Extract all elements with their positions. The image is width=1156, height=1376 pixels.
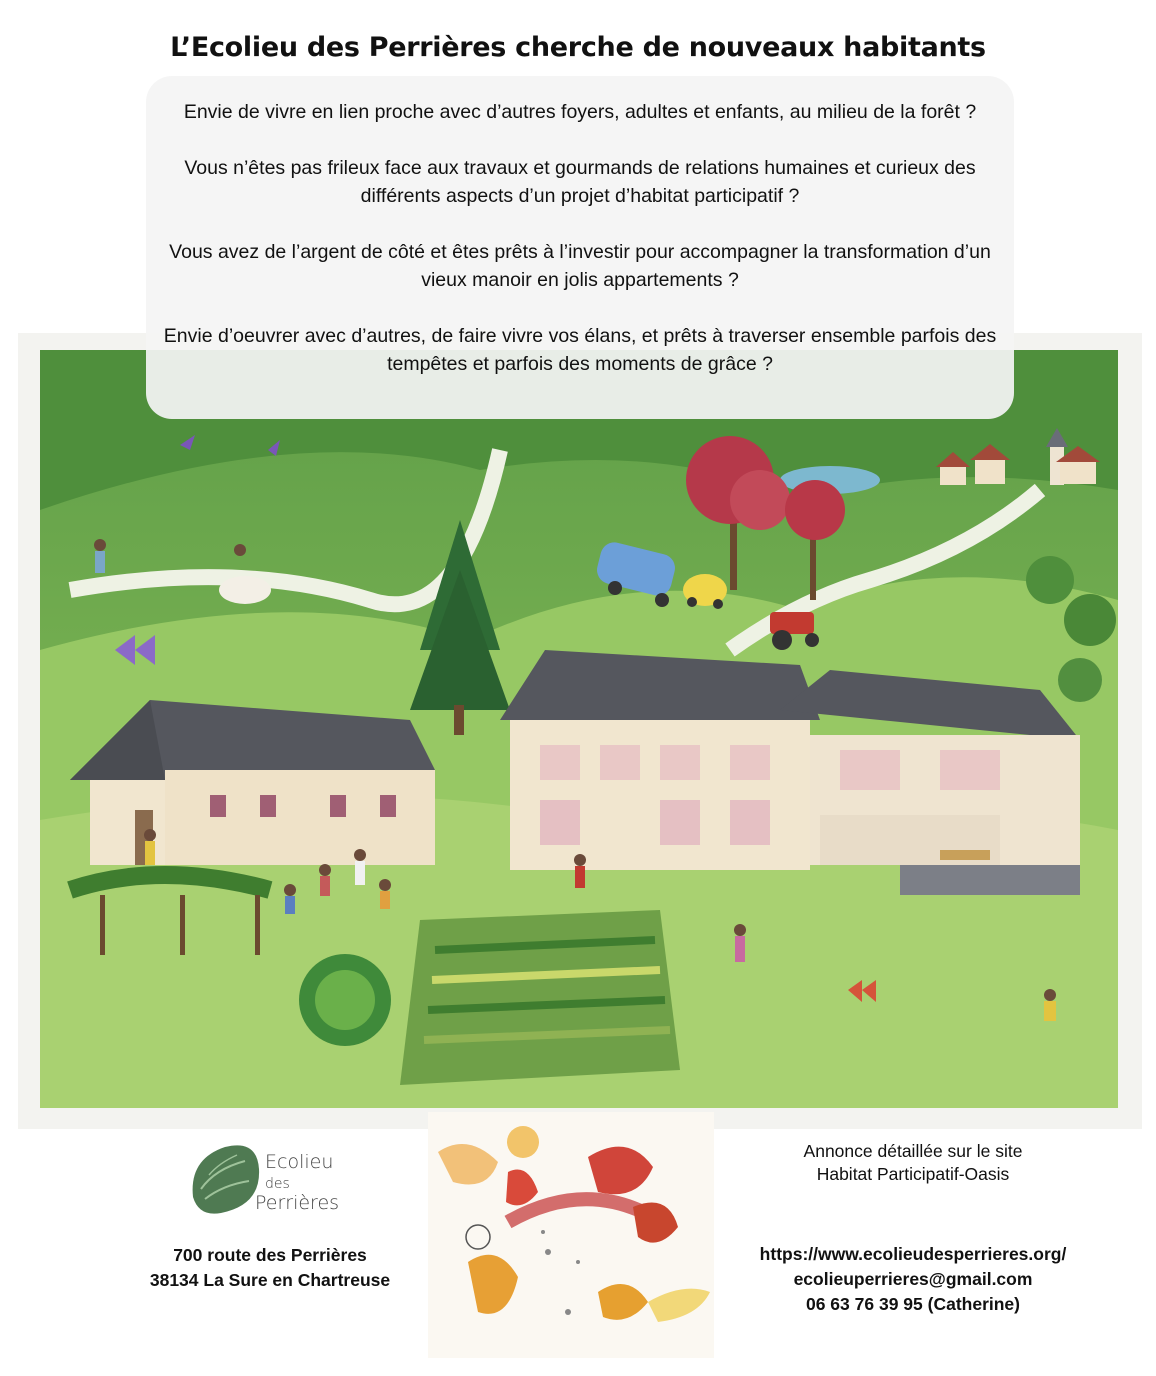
announcement-line-1: Annonce détaillée sur le site [803, 1141, 1023, 1161]
village-illustration [18, 333, 1142, 1129]
announcement-line-2: Habitat Participatif-Oasis [816, 1164, 1010, 1184]
intro-paragraph-1: Envie de vivre en lien proche avec d’autres foyers, adultes et enfants, au milieu de la forêt ? [183, 101, 977, 123]
intro-paragraph-4: Envie d’oeuvrer avec d’autres, de faire vivre vos élans, et prêts à traverser ensemble parfois des tempêtes et parfois des moments de grâce ? [163, 325, 997, 375]
address-line-2: 38134 La Sure en Chartreuse [149, 1270, 391, 1290]
page-title: L’Ecolieu des Perrières cherche de nouveaux habitants [170, 32, 986, 63]
website-link[interactable]: https://www.ecolieudesperrieres.org/ [759, 1244, 1067, 1264]
ecolieu-logo [185, 1137, 365, 1221]
intro-text-panel [146, 76, 1014, 419]
children-sketch [428, 1112, 714, 1358]
logo-word-1: Ecolieu [265, 1151, 334, 1173]
announcement-note [726, 1140, 1100, 1186]
logo-word-2: des [265, 1176, 290, 1192]
leaf-icon [185, 1139, 263, 1217]
postal-address [110, 1243, 430, 1293]
address-line-1: 700 route des Perrières [173, 1245, 367, 1265]
watercolor-landscape [40, 350, 1118, 1108]
email-link[interactable]: ecolieuperrieres@gmail.com [793, 1269, 1033, 1289]
yellow-car [683, 574, 727, 609]
phone-number: 06 63 76 39 95 (Catherine) [805, 1294, 1020, 1314]
intro-paragraph-2: Vous n’êtes pas frileux face aux travaux et gourmands de relations humaines et curieux des différents aspects d’un projet d’habitat participatif ? [184, 157, 976, 207]
contact-info [716, 1242, 1110, 1317]
intro-paragraph-3: Vous avez de l’argent de côté et êtes prêts à l’investir pour accompagner la transformation d’un vieux manoir en jolis appartements ? [169, 241, 991, 291]
logo-word-3: Perrières [255, 1192, 340, 1214]
manor [500, 650, 1080, 895]
